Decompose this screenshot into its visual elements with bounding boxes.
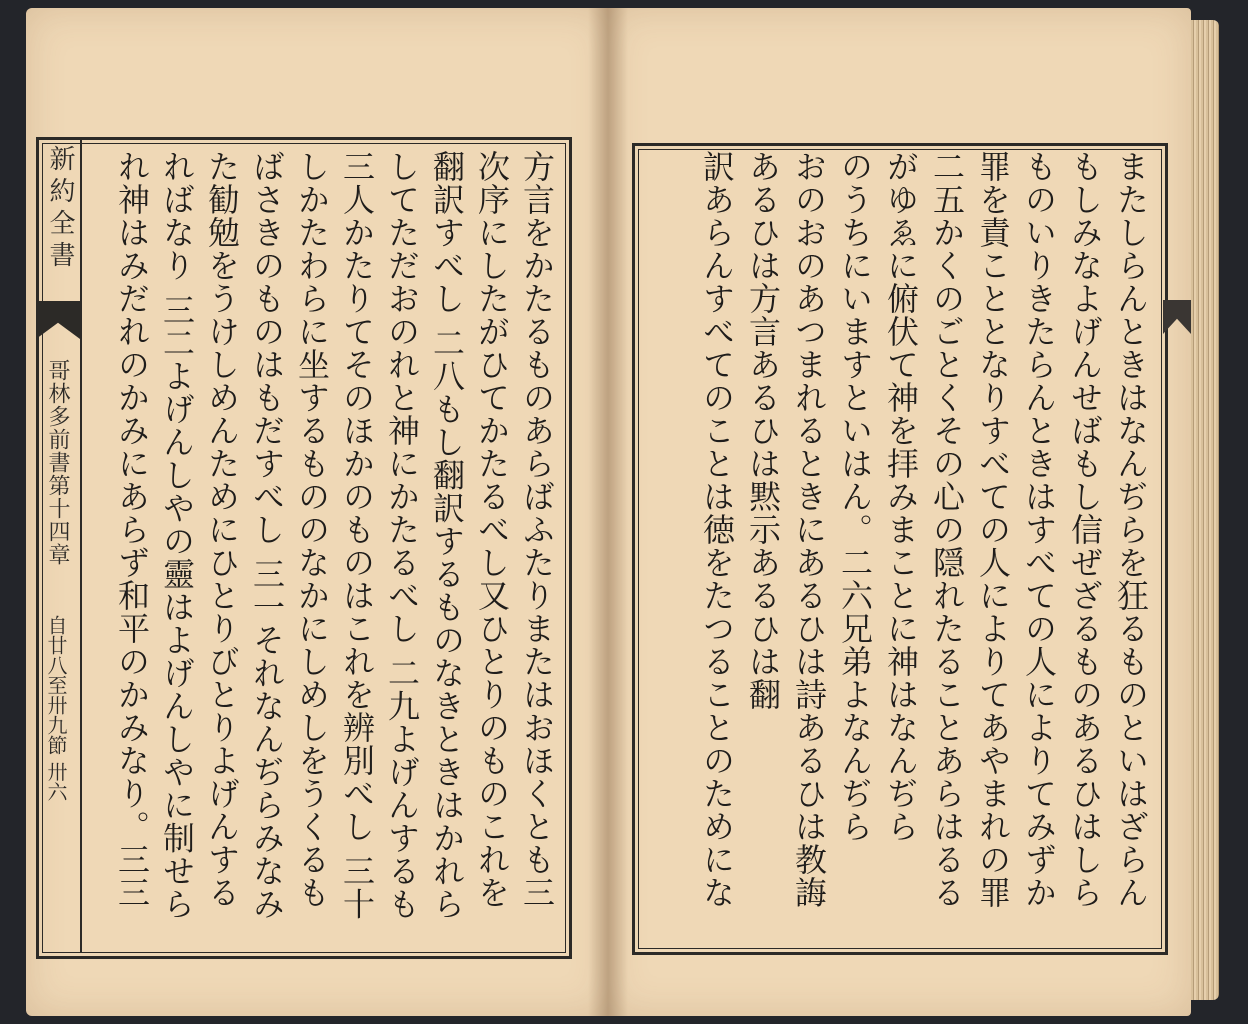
- text-column: た勧勉をうけしめんためにひとりびとりよげんする: [203, 150, 241, 909]
- text-column: もしみなよげんせばもし信ぜざるものあるひはしら: [1066, 150, 1104, 909]
- text-column: 三人かたりてそのほかのものはこれを辨別べし 三十: [338, 150, 376, 921]
- text-column: ばさきのものはもだすべし 三一それなんぢらみなみ: [248, 150, 286, 921]
- text-column: おのおのあつまれるときにあるひは詩あるひは教誨: [790, 150, 828, 909]
- book-title: 新約全書: [45, 145, 75, 273]
- verse-range: 自廿八至卅九節 卅六: [44, 615, 68, 802]
- book-gutter: [588, 8, 628, 1016]
- fishtail-mark-icon: [36, 303, 80, 339]
- text-column: ればなり 三二よげんしやの靈はよげんしやに制せら: [158, 150, 196, 921]
- chapter-title: 哥林多前書第十四章: [45, 359, 70, 566]
- text-column: ものいりきたらんときはすべての人によりてみずか: [1020, 150, 1058, 909]
- left-text-columns: [84, 150, 558, 940]
- text-column: 二五かくのごとくその心の隠れたることあらはるる: [928, 150, 966, 909]
- band-divider: [36, 301, 80, 303]
- text-column: 次序にしたがひてかたるべし又ひとりのものこれを: [473, 150, 511, 909]
- text-column: しかたわらに坐するもののなかにしめしをうくるも: [293, 150, 331, 909]
- text-column: 罪を責こととなりすべての人によりてあやまれの罪: [974, 150, 1012, 909]
- text-column: 翻訳すべし 二八もし翻訳するものなきときはかれら: [428, 150, 466, 921]
- text-column: がゆゑに俯伏て神を拝みまことに神はなんぢら: [882, 150, 920, 843]
- text-column: してただおのれと神にかたるべし 二九よげんするも: [383, 150, 421, 921]
- margin-band: [36, 137, 82, 953]
- right-text-columns: [644, 150, 1152, 940]
- text-column: 訳あらんすべてのことは徳をたつることのためにな: [698, 150, 736, 909]
- text-column: あるひは方言あるひは黙示あるひは翻: [744, 150, 782, 711]
- text-column: 方言をかたるものあらばふたりまたはおほくとも三: [518, 150, 556, 909]
- page-edges: [1191, 20, 1219, 1000]
- text-column: のうちにいますといはん。二六兄弟よなんぢら: [836, 150, 874, 843]
- text-column: れ神はみだれのかみにあらず和平のかみなり。三三: [113, 150, 151, 909]
- text-column: またしらんときはなんぢらを狂るものといはざらん: [1112, 150, 1150, 909]
